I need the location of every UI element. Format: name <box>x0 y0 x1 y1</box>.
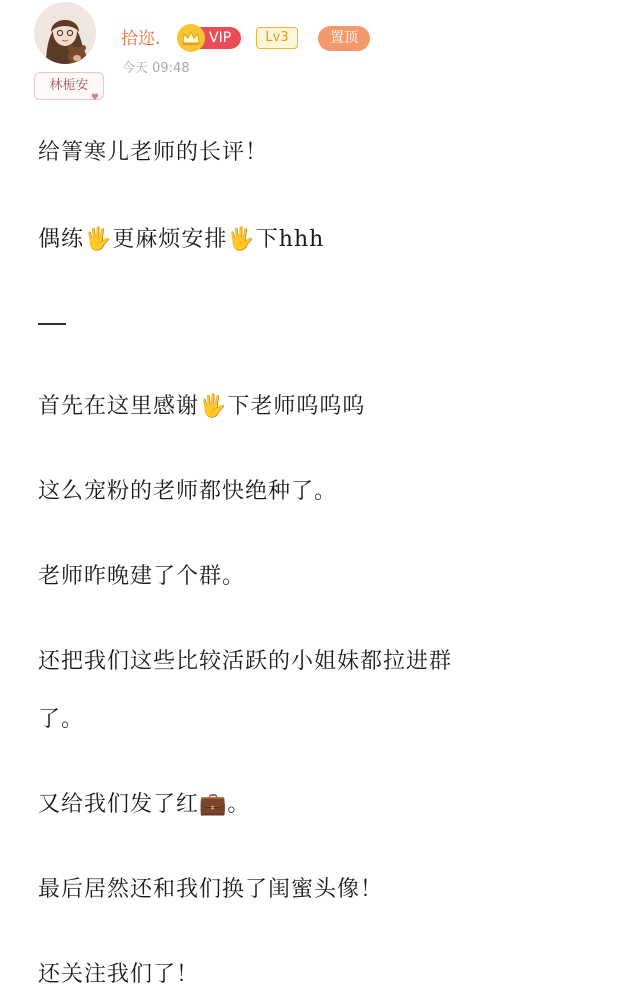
post-line: 这么宠粉的老师都快绝种了。 <box>38 479 338 504</box>
level-badge[interactable]: Lv3 <box>256 27 298 49</box>
post-line: 了。 <box>38 707 85 732</box>
avatar-tag-text: 林栀安 <box>49 78 89 93</box>
heart-icon: ♥ <box>90 93 99 103</box>
post-line: 偶练🖐更麻烦安排🖐下hhh <box>38 227 325 252</box>
post-line: 最后居然还和我们换了闺蜜头像！ <box>38 877 384 902</box>
post-line: 老师昨晚建了个群。 <box>38 564 246 589</box>
post-line: 还关注我们了！ <box>38 962 200 987</box>
post-line: 给箐寒儿老师的长评！ <box>38 140 269 165</box>
vip-label: VIP <box>197 27 241 49</box>
crown-icon <box>177 24 205 52</box>
post-line: 首先在这里感谢🖐下老师呜呜呜 <box>38 394 366 419</box>
pinned-badge: 置顶 <box>318 26 370 51</box>
avatar-group[interactable] <box>34 2 99 103</box>
avatar-frame-tag <box>34 72 104 103</box>
username[interactable]: 拾迩. <box>121 29 161 49</box>
avatar-image-icon <box>34 2 96 64</box>
post-line: 还把我们这些比较活跃的小姐妹都拉进群 <box>38 649 453 674</box>
post-header <box>0 0 640 110</box>
post-line: 又给我们发了红💼。 <box>38 792 251 817</box>
post-timestamp: 今天 09:48 <box>122 61 190 76</box>
section-divider <box>38 323 66 325</box>
vip-badge[interactable] <box>177 25 241 51</box>
avatar[interactable] <box>34 2 96 64</box>
